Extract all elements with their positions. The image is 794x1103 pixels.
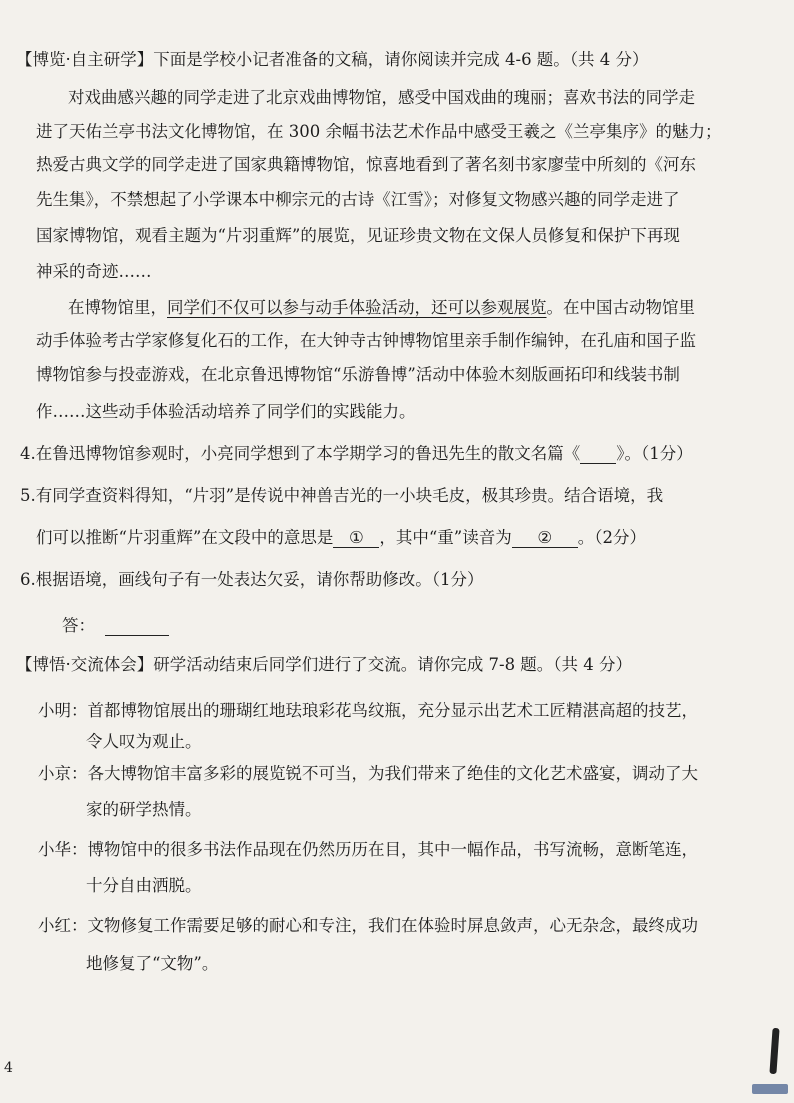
q5-text-a: 们可以推断“片羽重辉”在文段中的意思是 <box>36 528 334 547</box>
speaker-xiaohong <box>38 912 698 936</box>
question-6: 6.根据语境，画线句子有一处表达欠妥，请你帮助修改。（1分） <box>20 570 484 589</box>
p1-line3: 热爱古典文学的同学走进了国家典籍博物馆，惊喜地看到了著名刻书家廖莹中所刻的《河东 <box>36 155 696 174</box>
xiaohua-line2: 十分自由洒脱。 <box>86 876 202 895</box>
p1-line6: 神采的奇迹…… <box>36 262 152 281</box>
scan-mark <box>769 1028 779 1074</box>
p1-line5: 国家博物馆，观看主题为“片羽重辉”的展览，见证珍贵文物在文保人员修复和保护下再现 <box>36 226 680 245</box>
q4-answer-blank[interactable] <box>580 444 616 464</box>
section2-header: 【博悟·交流体会】研学活动结束后同学们进行了交流。请你完成 7-8 题。（共 4 分） <box>16 655 633 674</box>
watermark-logo <box>752 1084 788 1094</box>
speaker-name: 小明： <box>38 701 88 720</box>
q4-text: 4.在鲁迅博物馆参观时，小亮同学想到了本学期学习的鲁迅先生的散文名篇《 <box>20 444 581 463</box>
p2-line4: 作……这些动手体验活动培养了同学们的实践能力。 <box>36 402 416 421</box>
p2-line2: 动手体验考古学家修复化石的工作，在大钟寺古钟博物馆里亲手制作编钟，在孔庙和国子监 <box>36 331 696 350</box>
p1-line2: 进了天佑兰亭书法文化博物馆，在 300 余幅书法艺术作品中感受王羲之《兰亭集序》的魅力； <box>36 122 722 141</box>
xiaoming-line2: 令人叹为观止。 <box>86 732 202 751</box>
q4-end: 》。（1分） <box>616 444 693 463</box>
q5-blank-1[interactable] <box>333 528 379 548</box>
q5-blank-1-label: ① <box>348 528 364 547</box>
p2-line1 <box>68 294 695 318</box>
p2-lead: 在博物馆里， <box>68 298 167 317</box>
q5-blank-2[interactable] <box>512 528 578 548</box>
speaker-name: 小京： <box>38 764 88 783</box>
p1-line4: 先生集》，不禁想起了小学课本中柳宗元的古诗《江雪》；对修复文物感兴趣的同学走进了 <box>36 190 680 209</box>
underlined-sentence: 同学们不仅可以参与动手体验活动，还可以参观展览 <box>167 298 547 317</box>
answer-label: 答： <box>62 616 95 635</box>
speaker-xiaoming <box>38 697 698 721</box>
q5-blank-2-label: ② <box>537 528 553 547</box>
p2-line3: 博物馆参与投壶游戏，在北京鲁迅博物馆“乐游鲁博”活动中体验木刻版画拓印和线装书制 <box>36 365 680 384</box>
p2-rest: 。在中国古动物馆里 <box>546 298 695 317</box>
page-number: 4 <box>4 1060 13 1076</box>
speaker-name: 小华： <box>38 840 88 859</box>
q5-line2 <box>36 524 646 548</box>
speaker-xiaojing <box>38 760 698 784</box>
speaker-xiaohua <box>38 836 698 860</box>
answer-blank[interactable] <box>105 616 169 636</box>
q5-text-c: 。（2分） <box>577 528 646 547</box>
q5-text-b: ，其中“重”读音为 <box>379 528 512 547</box>
xiaojing-line2: 家的研学热情。 <box>86 800 202 819</box>
section1-header: 【博览·自主研学】下面是学校小记者准备的文稿，请你阅读并完成 4-6 题。（共 4 分） <box>16 50 649 69</box>
speaker-line: 各大博物馆丰富多彩的展览锐不可当，为我们带来了绝佳的文化艺术盛宴，调动了大 <box>87 764 698 783</box>
xiaohong-line2: 地修复了“文物”。 <box>86 954 219 973</box>
speaker-name: 小红： <box>38 916 88 935</box>
speaker-line: 文物修复工作需要足够的耐心和专注，我们在体验时屏息敛声，心无杂念，最终成功 <box>87 916 698 935</box>
q5-line1: 5.有同学查资料得知，“片羽”是传说中神兽吉光的一小块毛皮，极其珍贵。结合语境，我 <box>20 486 664 505</box>
p1-line1: 对戏曲感兴趣的同学走进了北京戏曲博物馆，感受中国戏曲的瑰丽；喜欢书法的同学走 <box>68 88 695 107</box>
speaker-line: 博物馆中的很多书法作品现在仍然历历在目，其中一幅作品，书写流畅，意断笔连， <box>87 840 698 859</box>
answer-row <box>62 612 169 636</box>
question-4 <box>20 440 693 464</box>
speaker-line: 首都博物馆展出的珊瑚红地珐琅彩花鸟纹瓶，充分显示出艺术工匠精湛高超的技艺， <box>87 701 698 720</box>
